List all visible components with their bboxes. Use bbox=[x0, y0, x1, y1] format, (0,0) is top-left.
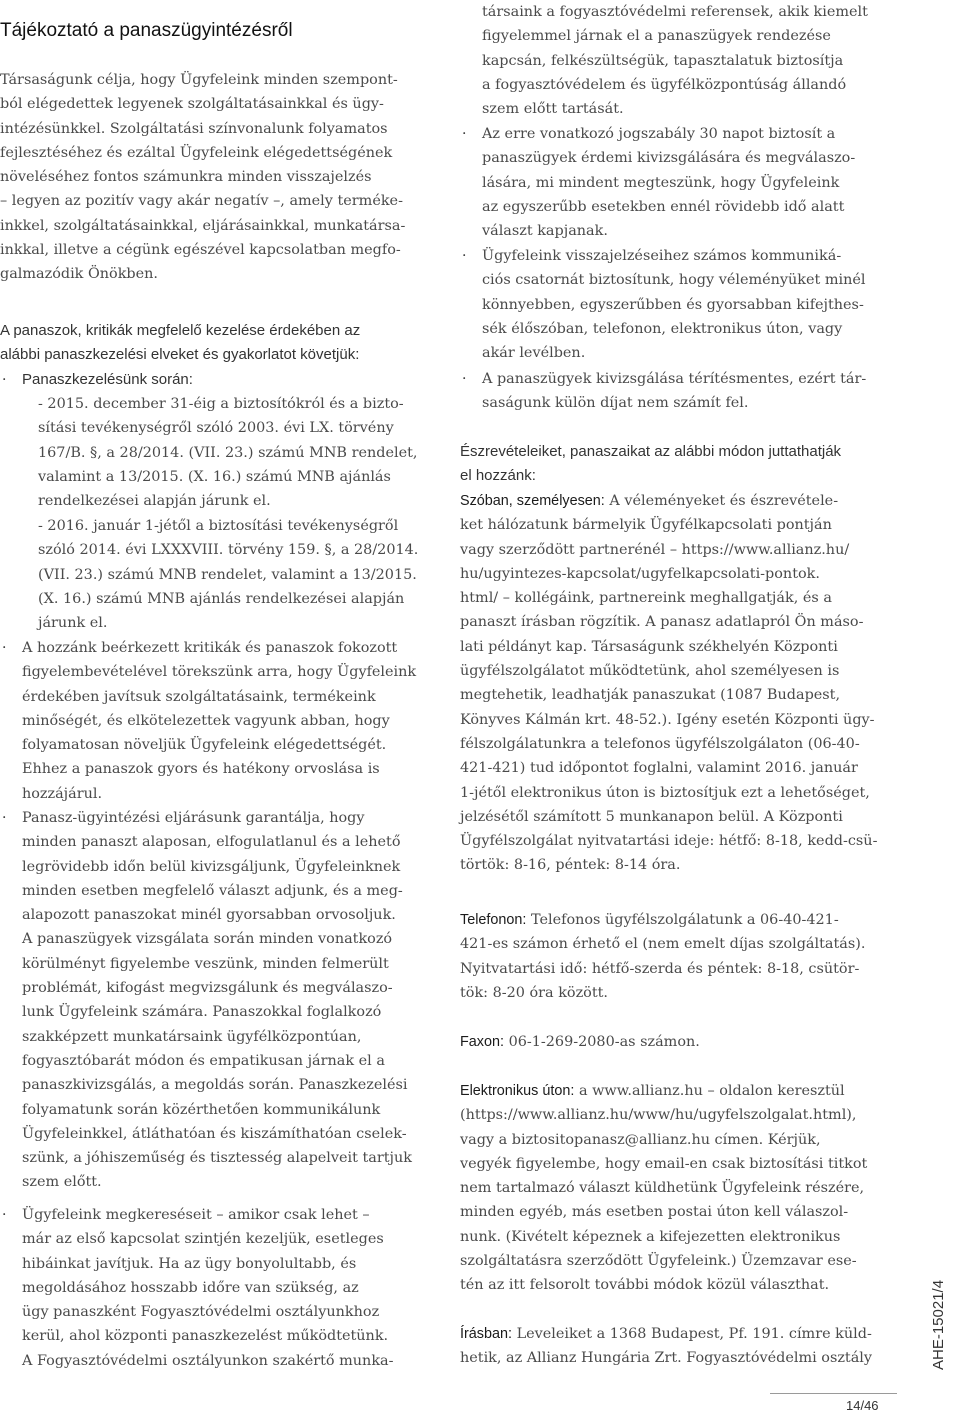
bullet-marker: · bbox=[2, 810, 7, 826]
bullet-marker: · bbox=[2, 640, 7, 656]
document-code: AHE-15021/4 bbox=[930, 1279, 947, 1370]
channel-fax-text: 06-1-269-2080-as számon. bbox=[504, 1034, 700, 1050]
continued-paragraph: társaink a fogyasztóvédelmi referensek, akik kiemelt figyelemmel járnak el a panaszügyek rendezése kapcsán, felkészültségük, tapasztalatuk biztosítja a fogyasztóvédelem és ügyfélközpontúság állandó szem előtt tartását. bbox=[482, 4, 868, 118]
legal-basis-2015: - 2015. december 31-éig a biztosítókról és a bizto- sítási tevékenységről szóló 2003. évi LX. törvény 167/B. §, a 28/2014. (VII. 23.) számú MNB rendelet, valamint a 13/2015. (X. 16.) számú MNB ajánlás rendelkezései alapján járunk el. bbox=[38, 396, 418, 510]
bullet-marker: · bbox=[462, 371, 467, 387]
channel-oral-text: A véleményeket és észrevétele- ket hálózatunk bármelyik Ügyfélkapcsolati pontján vagy szerződött partnerénél – https://www.allianz.hu/ hu/ugyintezes-kapcsolat/ugyfelkapcsolati-pontok. html/ – kollégáink, partnereink meghallgatják, és a panaszt írásban rögzítik. A panasz adatlapról Ön máso- lati példányt kap. Társaságunk székhelyén Központi ügyfélszolgálatot működtetünk, ahol személyesen is megtehetik, leadhatják panaszukat (1087 Budapest, Könyves Kálmán krt. 48-52.). Igény esetén Központi ügy- félszolgálatunkra a telefonos ügyfélszolgálaton (06-40- 421-421) tud időpontot foglalni, valamint 2016. január 1-jétől elektronikus úton is biztosítjuk ezt a lehetőséget, jelzésétől számított 5 munkanapon belül. A Központi Ügyfélszolgálat nyitvatartási ideje: hétfő: 8-18, kedd-csü- törtök: 8-16, péntek: 8-14 óra. bbox=[460, 493, 878, 874]
channel-written-label: Írásban: bbox=[460, 1326, 512, 1342]
page-title: Tájékoztató a panaszügyintézésről bbox=[0, 20, 293, 41]
bullet-free-of-charge: A panaszügyek kivizsgálása térítésmentes, ezért tár- saságunk külön díjat nem számít fel. bbox=[482, 371, 867, 412]
bullet-channels: Ügyfeleink visszajelzéseihez számos kommuniká- ciós csatornát biztosítunk, hogy véleményüket minél könnyebben, egyszerűbben és gyorsabban kifejthes- sék élőszóban, telefonon, elektronikus úton, vagy akár levélben. bbox=[482, 248, 866, 362]
bullet-procedure: Panasz-ügyintézési eljárásunk garantálja, hogy minden panaszt alaposan, elfogulatlanul és a lehető legrövidebb időn belül kivizsgáljunk, Ügyfeleinknek minden esetben megfelelő választ adjunk, és a meg- alapozott panaszokat minél gyorsabban orvosoljuk. A panaszügyek vizsgálata során minden vonatkozó körülményt figyelembe veszünk, minden felmerült problémát, kifogást megvizsgálunk és megválaszo- lunk Ügyfeleink számára. Panaszokkal foglalkozó szakképzett munkatársaink ügyfélközpontúan, fogyasztóbarát módon és empatikusan járnak el a panaszkivizsgálás, a megoldás során. Panaszkezelési folyamatunk során közérthetően kommunikálunk Ügyfeleinkkel, átláthatóan és kiszámíthatóan cselek- szünk, a jóhiszeműség és tisztesség alapelveit tartjuk szem előtt. bbox=[22, 810, 412, 1191]
intro-paragraph: Társaságunk célja, hogy Ügyfeleink minden szempont- ból elégedettek legyenek szolgáltatásainkkal és ügy- intézésünkkel. Szolgáltatási színvonalunk folyamatos fejlesztéséhez és ezáltal Ügyfeleink elégedettségének növeléséhez fontos számunkra minden visszajelzés – legyen az pozitív vagy akár negatív –, amely terméke- inkkel, szolgáltatásainkkal, eljárásainkkal, munkatársa- inkkal, illetve a cégünk egészével kapcsolatban megfo- galmazódik Önökben. bbox=[0, 72, 406, 283]
channel-fax-label: Faxon: bbox=[460, 1034, 504, 1050]
bullet-marker: · bbox=[2, 1207, 7, 1223]
channel-written bbox=[460, 1322, 895, 1371]
bullet-complaint-handling: Panaszkezelésünk során: bbox=[22, 371, 193, 388]
channel-fax bbox=[460, 1030, 895, 1054]
channel-phone bbox=[460, 908, 895, 1005]
bullet-marker: · bbox=[462, 126, 467, 142]
channels-heading: Észrevételeiket, panaszaikat az alábbi módon juttathatják el hozzánk: bbox=[460, 443, 842, 485]
channel-written-text: Leveleiket a 1368 Budapest, Pf. 191. címre küld- hetik, az Allianz Hungária Zrt. Fogyasztóvédelmi osztály bbox=[460, 1326, 873, 1367]
channel-electronic-text: a www.allianz.hu – oldalon keresztül (https://www.allianz.hu/www/hu/ugyfelszolgalat.html), vagy a biztositopanasz@allianz.hu címen. Kérjük, vegyék figyelembe, hogy email-en csak biztosítási titkot nem tartalmazó választ küldhetünk Ügyfeleink részére, minden egyéb, más esetben postai úton kell válaszol- nunk. (Kivételt képeznek a kifejezetten elektronikus szolgáltatásra szerződött Ügyfeleink.) Üzemzavar ese- tén az itt felsorolt további módok közül választhat. bbox=[460, 1083, 868, 1294]
principles-heading: A panaszok, kritikák megfelelő kezelése érdekében az alábbi panaszkezelési elveket és gyakorlatot követjük: bbox=[0, 322, 361, 364]
bullet-first-contact: Ügyfeleink megkereséseit – amikor csak lehet – már az első kapcsolat szintjén kezeljük, esetleges hibáinkat javítjuk. Ha az ügy bonyolultabb, és megoldásához hosszabb időre van szükség, az ügy panaszként Fogyasztóvédelmi osztályunkhoz kerül, ahol központi panaszkezelést működtetünk. A Fogyasztóvédelmi osztályunkon szakértő munka- bbox=[22, 1207, 394, 1369]
channel-electronic-label: Elektronikus úton: bbox=[460, 1083, 575, 1099]
footer-divider bbox=[770, 1393, 897, 1394]
channel-oral bbox=[460, 489, 895, 878]
channel-phone-text: Telefonos ügyfélszolgálatunk a 06-40-421- 421-es számon érhető el (nem emelt díjas szolgáltatás). Nyitvatartási idő: hétfő-szerda és péntek: 8-18, csütör- tök: 8-20 óra között. bbox=[460, 912, 866, 1001]
bullet-marker: · bbox=[2, 372, 7, 388]
channel-electronic bbox=[460, 1079, 895, 1298]
channel-phone-label: Telefonon: bbox=[460, 912, 527, 928]
bullet-marker: · bbox=[462, 248, 467, 264]
channel-oral-label: Szóban, személyesen: bbox=[460, 493, 605, 509]
bullet-criticism: A hozzánk beérkezett kritikák és panaszok fokozott figyelembevételével törekszünk arra, hogy Ügyfeleink érdekében javítsuk szolgáltatásaink, termékeink minőségét, és elkötelezettek vagyunk abban, hogy folyamatosan növeljük Ügyfeleink elégedettségét. Ehhez a panaszok gyors és hatékony orvoslása is hozzájárul. bbox=[22, 640, 417, 802]
legal-basis-2016: - 2016. január 1-jétől a biztosítási tevékenységről szóló 2014. évi LXXXVIII. törvény 159. §, a 28/2014. (VII. 23.) számú MNB rendelet, valamint a 13/2015. (X. 16.) számú MNB ajánlás rendelkezései alapján járunk el. bbox=[38, 518, 419, 632]
bullet-30-days: Az erre vonatkozó jogszabály 30 napot biztosít a panaszügyek érdemi kivizsgálására és megválaszo- lására, mi mindent megteszünk, hogy Ügyfeleink az egyszerűbb esetekben ennél rövidebb idő alatt választ kapjanak. bbox=[482, 126, 856, 240]
page-number: 14/46 bbox=[846, 1398, 879, 1413]
